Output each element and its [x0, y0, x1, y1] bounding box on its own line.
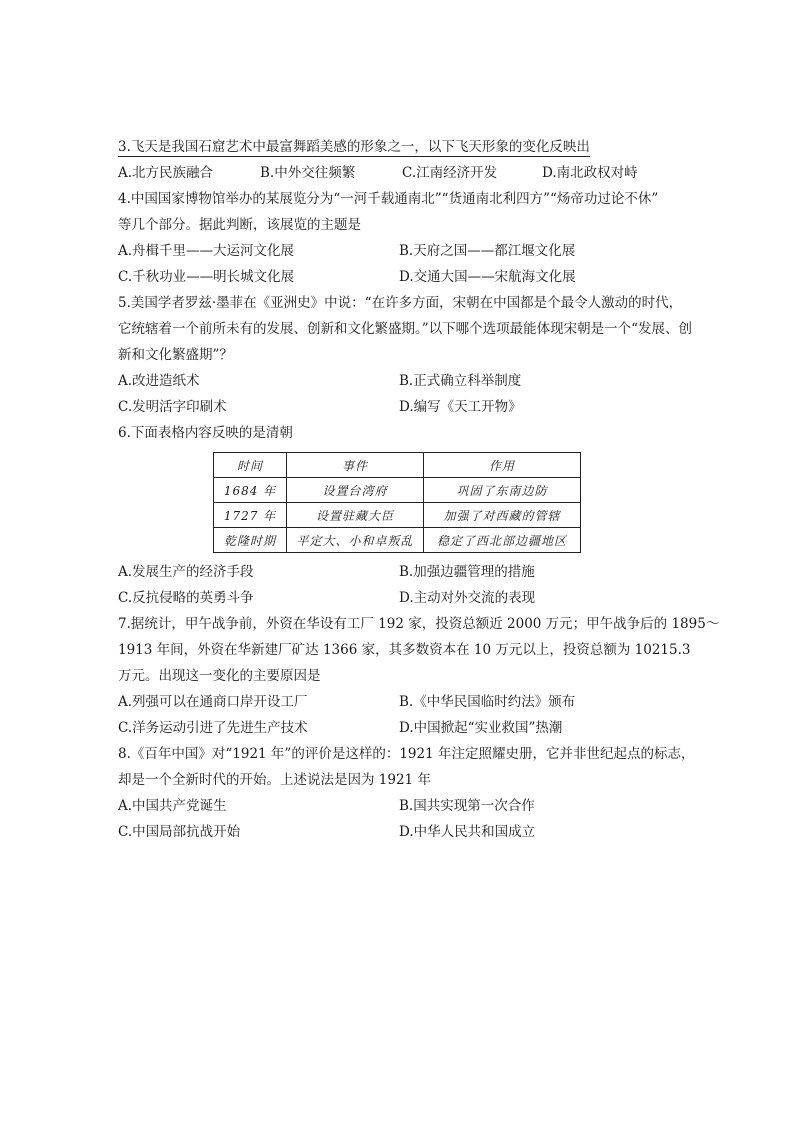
table-cell: 1684 年: [214, 478, 287, 503]
question-8-stem-line-2: 却是一个全新时代的开始。上述说法是因为 1921 年: [118, 772, 431, 788]
table-cell: 1727 年: [214, 503, 287, 528]
option-a: A.北方民族融合: [118, 165, 214, 181]
option-d: D.中华人民共和国成立: [399, 824, 536, 840]
question-6-options-row-1: [118, 559, 718, 585]
option-b: B.国共实现第一次合作: [399, 798, 535, 814]
exam-page: [118, 134, 718, 845]
question-4-options-row-1: [118, 238, 718, 264]
table-row: [214, 528, 581, 553]
option-d: D.交通大国——宋航海文化展: [399, 269, 576, 285]
question-6: [118, 420, 718, 611]
option-c: C.千秋功业——明长城文化展: [118, 269, 295, 285]
question-4: [118, 186, 718, 290]
question-3-stem-line: [118, 134, 718, 160]
question-5-stem-line-1: 5.美国学者罗兹·墨菲在《亚洲史》中说：“在许多方面，宋朝在中国都是个最令人激动的时代，: [118, 295, 683, 311]
question-7-stem-line-1: 7.据统计，甲午战争前，外资在华设有工厂 192 家，投资总额近 2000 万元；甲午战争后的 1895～: [118, 616, 720, 632]
option-d: D.中国掀起“实业救国”热潮: [399, 720, 563, 736]
question-8-options-row-2: [118, 819, 718, 845]
option-b: B.天府之国——都江堰文化展: [399, 243, 576, 259]
question-3: [118, 134, 718, 186]
table-row: [214, 478, 581, 503]
question-4-stem-line-2: 等几个部分。据此判断，该展览的主题是: [118, 217, 361, 233]
question-6-stem: 6.下面表格内容反映的是清朝: [118, 425, 293, 441]
question-5-stem-line-3: 新和文化繁盛期”？: [118, 347, 233, 363]
table-cell: 乾隆时期: [214, 528, 287, 553]
option-a: A.发展生产的经济手段: [118, 564, 254, 580]
option-b: B.加强边疆管理的措施: [399, 564, 535, 580]
table-header: 事件: [287, 453, 424, 478]
table-header: 时间: [214, 453, 287, 478]
table-cell: 平定大、小和卓叛乱: [287, 528, 424, 553]
option-a: A.舟楫千里——大运河文化展: [118, 243, 295, 259]
question-6-options-row-2: [118, 585, 718, 611]
option-d: D.编写《天工开物》: [399, 399, 522, 415]
question-5-options-row-1: [118, 368, 718, 394]
option-b: B.《中华民国临时约法》颁布: [399, 694, 576, 710]
option-c: C.反抗侵略的英勇斗争: [118, 590, 254, 606]
table-row: [214, 503, 581, 528]
table-cell: 加强了对西藏的管辖: [424, 503, 581, 528]
question-8-options-row-1: [118, 793, 718, 819]
question-8-stem-line-1: 8.《百年中国》对“1921 年”的评价是这样的：1921 年注定照耀史册，它并非世纪起点的标志，: [118, 746, 695, 762]
question-7-stem-line-2: 1913 年间，外资在华新建厂矿达 1366 家，其多数资本在 10 万元以上，投资总额为 10215.3: [118, 642, 691, 658]
question-7: [118, 611, 718, 741]
table-header: 作用: [424, 453, 581, 478]
question-4-stem-line-1: 4.中国国家博物馆举办的某展览分为“一河千载通南北”“货通南北利四方”“炀帝功过论不休”: [118, 191, 659, 207]
question-5-options-row-2: [118, 394, 718, 420]
question-7-stem-line-3: 万元。出现这一变化的主要原因是: [118, 668, 321, 684]
option-a: A.中国共产党诞生: [118, 798, 227, 814]
option-d: D.南北政权对峙: [542, 165, 638, 181]
option-b: B.正式确立科举制度: [399, 373, 522, 389]
option-c: C.洋务运动引进了先进生产技术: [118, 720, 308, 736]
question-4-options-row-2: [118, 264, 718, 290]
option-a: A.改进造纸术: [118, 373, 200, 389]
table-cell: 稳定了西北部边疆地区: [424, 528, 581, 553]
table-cell: 巩固了东南边防: [424, 478, 581, 503]
option-a: A.列强可以在通商口岸开设工厂: [118, 694, 308, 710]
question-5: [118, 290, 718, 420]
table-cell: 设置台湾府: [287, 478, 424, 503]
question-8: [118, 741, 718, 845]
option-c: C.中国局部抗战开始: [118, 824, 241, 840]
qing-events-table: [213, 452, 581, 553]
option-c: C.江南经济开发: [402, 165, 498, 181]
question-3-options: [118, 160, 718, 186]
question-7-options-row-1: [118, 689, 718, 715]
option-c: C.发明活字印刷术: [118, 399, 227, 415]
question-5-stem-line-2: 它统辖着一个前所未有的发展、创新和文化繁盛期。”以下哪个选项最能体现宋朝是一个“发展、创: [118, 321, 693, 337]
question-7-options-row-2: [118, 715, 718, 741]
option-b: B.中外交往频繁: [260, 165, 356, 181]
option-d: D.主动对外交流的表现: [399, 590, 536, 606]
table-header-row: [214, 453, 581, 478]
question-3-stem: 3.飞天是我国石窟艺术中最富舞蹈美感的形象之一，以下飞天形象的变化反映出: [118, 139, 590, 155]
table-cell: 设置驻藏大臣: [287, 503, 424, 528]
